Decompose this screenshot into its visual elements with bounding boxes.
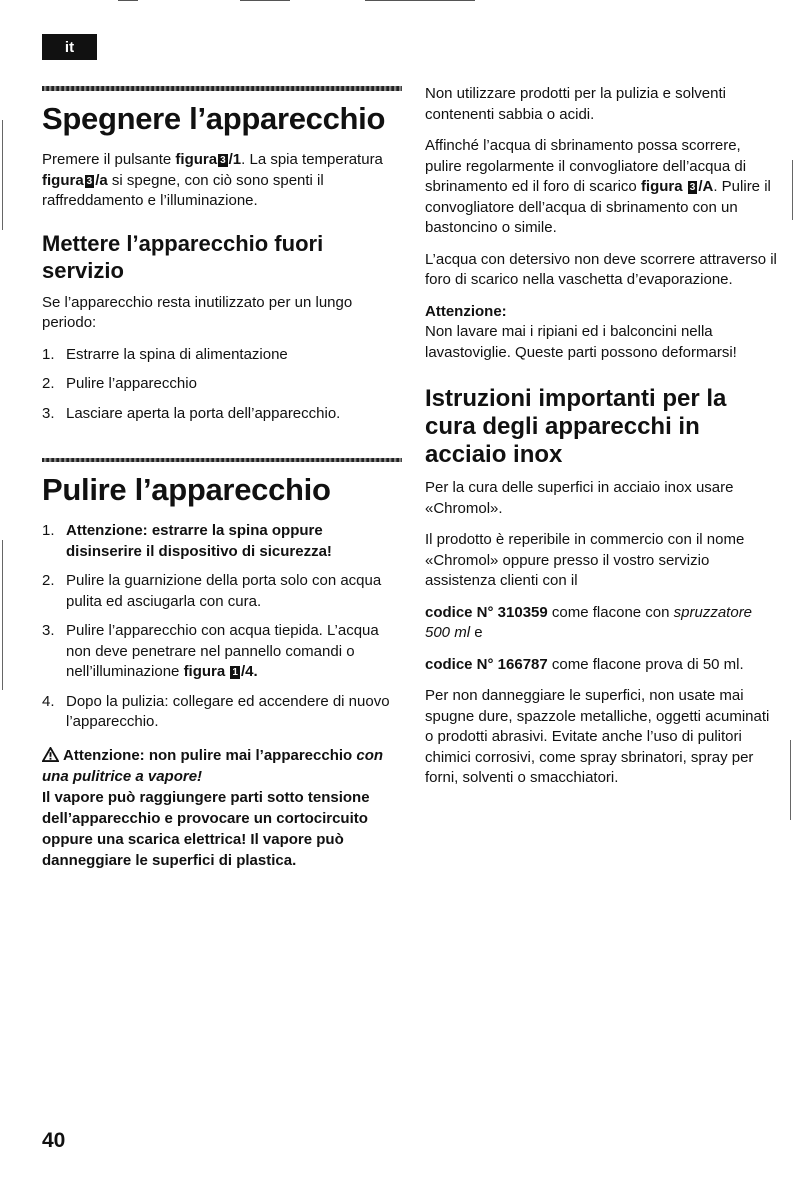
left-column xyxy=(42,86,402,882)
header-mark xyxy=(118,0,138,1)
steam-warning: Attenzione: non pulire mai l’apparecchio con una pulitrice a vapore! Il vapore può raggiungere parti sotto tensione dell’apparecchio e provocare un cortocircuito oppure una scarica elettrica! Il vapore può danneggiare le superfici di plastica. xyxy=(42,746,384,869)
scan-edge xyxy=(2,540,3,690)
clean-steps xyxy=(42,521,402,733)
section-title-out-of-service: Mettere l’apparecchio fuori servizio xyxy=(42,230,324,283)
page-number: 40 xyxy=(42,1129,66,1152)
list-item: 1. Estrarre la spina di alimentazione xyxy=(42,345,288,363)
figure-badge: 3 xyxy=(689,182,696,193)
paragraph: Per la cura delle superfici in acciaio inox usare «Chromol». xyxy=(425,479,734,517)
section-title-switch-off: Spegnere l’apparecchio xyxy=(42,101,386,136)
section-title-stainless-care: Istruzioni importanti per la cura degli apparecchi in acciaio inox xyxy=(425,385,727,468)
paragraph: L’acqua con detersivo non deve scorrere attraverso il foro di scarico nella vaschetta d’evaporazione. xyxy=(425,250,777,288)
paragraph: Non utilizzare prodotti per la pulizia e solventi contenenti sabbia o acidi. xyxy=(425,85,726,123)
list-item: 3. Pulire l’apparecchio con acqua tiepida. L’acqua non deve penetrare nel pannello comandi o nell’illuminazione figura 1 /4. xyxy=(42,622,379,680)
list-item: 2. Pulire l’apparecchio xyxy=(42,375,197,392)
paragraph: Il prodotto è reperibile in commercio con il nome «Chromol» oppure presso il vostro servizio assistenza clienti con il xyxy=(425,531,745,589)
list-item: 2. Pulire la guarnizione della porta solo con acqua pulita ed asciugarla con cura. xyxy=(42,572,382,610)
figure-badge: 1 xyxy=(232,667,238,678)
list-item: 1. Attenzione: estrarre la spina oppure disinserire il dispositivo di sicurezza! xyxy=(42,522,332,560)
scan-edge xyxy=(790,740,791,820)
section-rule xyxy=(42,458,402,462)
out-of-service-intro: Se l’apparecchio resta inutilizzato per un lungo periodo: xyxy=(42,293,353,331)
section-rule xyxy=(42,86,402,91)
paragraph: Per non danneggiare le superfici, non usate mai spugne dure, spazzole metalliche, oggetti acuminati o prodotti abrasivi. Evitate anche l’uso di pulitori chimici corrosivi, come spray sbrinatori, spray per forni, solventi o smacchiatori. xyxy=(425,687,770,786)
section-title-clean: Pulire l’apparecchio xyxy=(42,472,331,507)
list-item: 3. Lasciare aperta la porta dell’apparecchio. xyxy=(42,404,341,422)
attention-block: Attenzione: Non lavare mai i ripiani ed i balconcini nella lavastoviglie. Queste parti possono deformarsi! xyxy=(425,302,737,361)
product-code-2: codice N° 166787 come flacone prova di 50 ml. xyxy=(425,655,744,673)
product-code-1: codice N° 310359 come flacone con spruzzatore 500 ml e xyxy=(425,603,753,641)
list-item: 4. Dopo la pulizia: collegare ed accendere di nuovo l’apparecchio. xyxy=(42,692,390,730)
language-badge: it xyxy=(42,34,97,60)
figure-badge: 3 xyxy=(220,155,226,166)
header-mark xyxy=(365,0,475,1)
out-of-service-steps xyxy=(42,345,402,425)
right-column xyxy=(425,84,780,800)
warning-icon xyxy=(42,747,59,762)
figure-badge: 3 xyxy=(86,175,93,187)
header-mark xyxy=(240,0,290,1)
scan-edge xyxy=(792,160,793,220)
scan-edge xyxy=(2,120,3,230)
switch-off-paragraph: Premere il pulsante figura 3 /1. La spia temperatura figura 3 /a si spegne, con ciò sono spenti il raffreddamento e l’illuminazione. xyxy=(42,151,383,209)
paragraph: Affinché l’acqua di sbrinamento possa scorrere, pulire regolarmente il convogliatore dell’acqua di sbrinamento ed il foro di scarico figura 3 /A. Pulire il convogliatore dell’acqua di sbrinamento con un bastoncino o simile. xyxy=(425,137,771,236)
